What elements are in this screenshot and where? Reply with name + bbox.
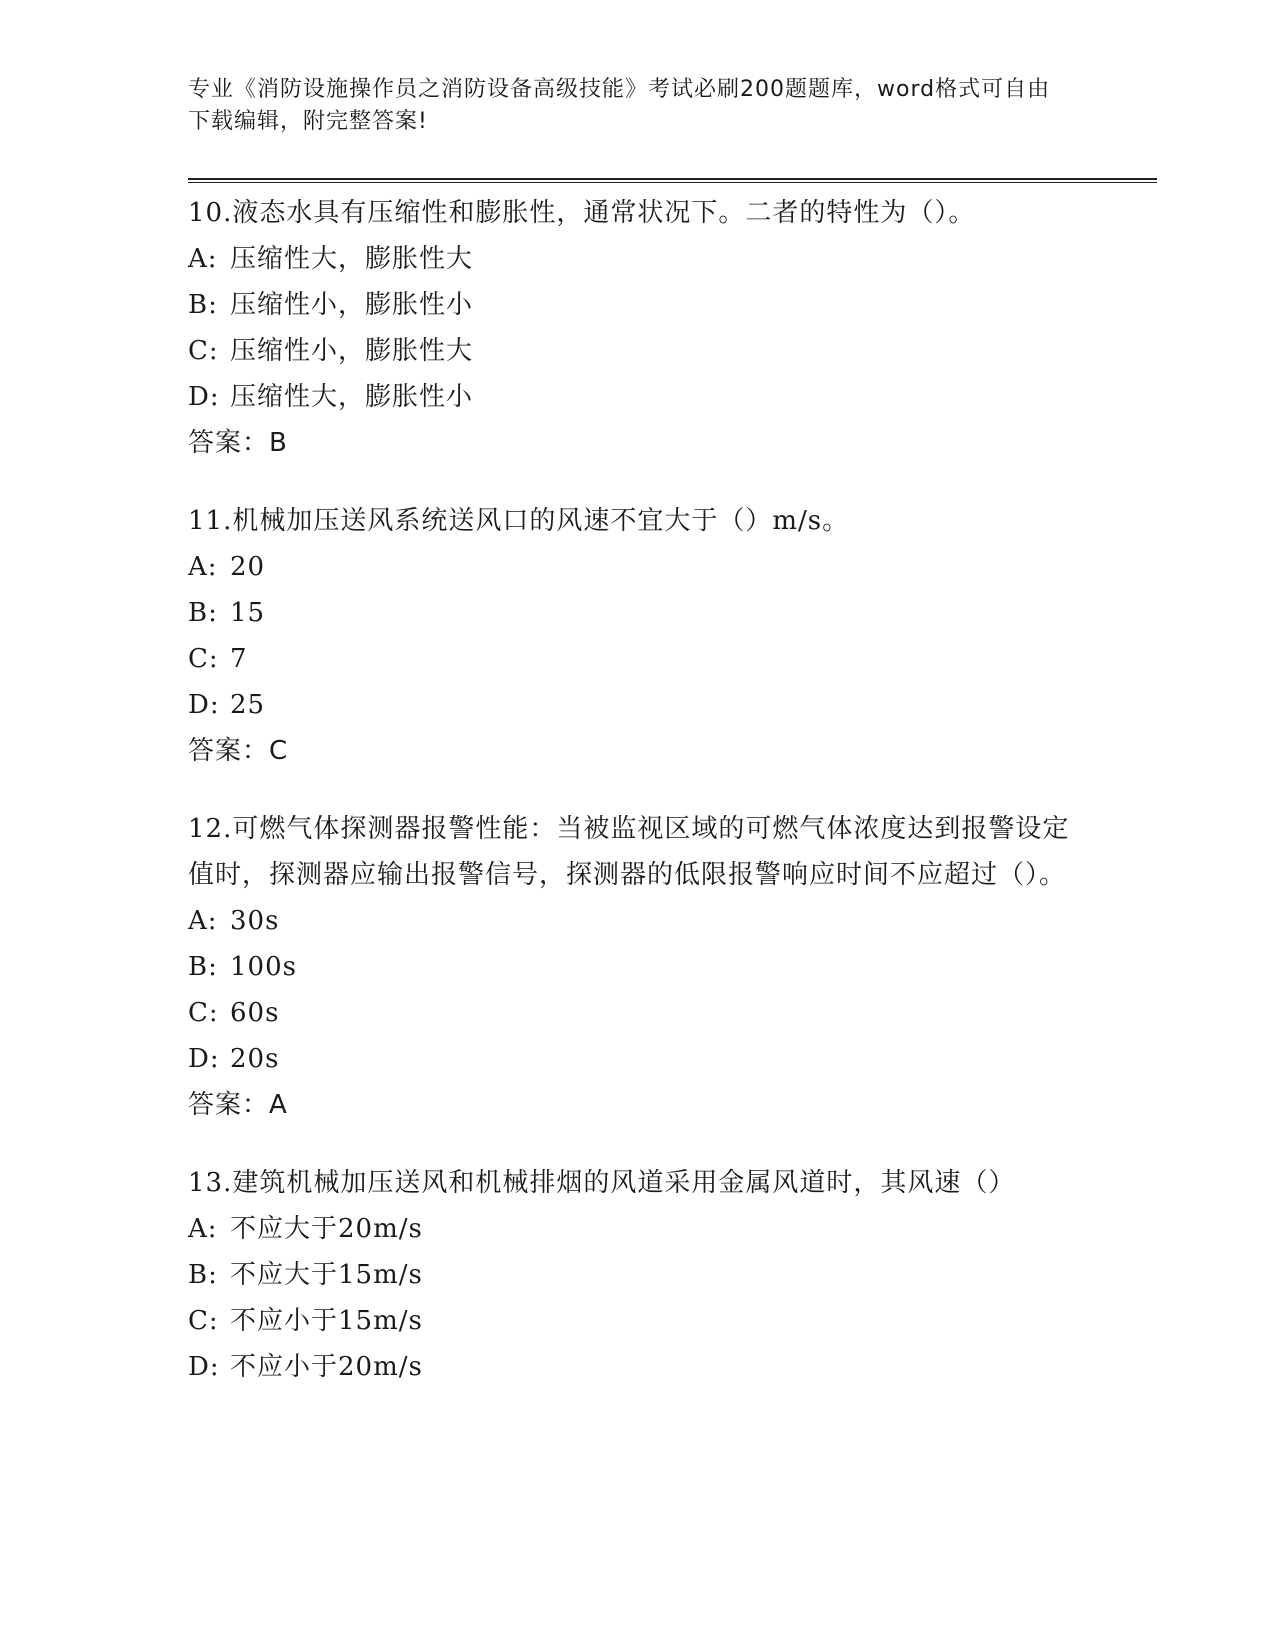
option-letter: C:	[188, 1306, 219, 1336]
option-text: 压缩性小，膨胀性大	[230, 336, 474, 366]
answer-line: 答案：A	[188, 1090, 288, 1120]
question-stem	[188, 190, 1088, 236]
option-d	[188, 1036, 1088, 1082]
question-number: 12.	[188, 814, 233, 844]
option-c	[188, 636, 1088, 682]
option-text: 20s	[230, 1044, 280, 1074]
option-letter: A:	[188, 1214, 218, 1244]
option-b	[188, 590, 1088, 636]
option-b	[188, 1252, 1088, 1298]
option-letter: D:	[188, 690, 220, 720]
header-divider	[188, 178, 1157, 183]
option-letter: C:	[188, 336, 219, 366]
option-text: 不应大于15m/s	[230, 1260, 423, 1290]
question-text: 机械加压送风系统送风口的风速不宜大于（）m/s。	[232, 506, 850, 536]
option-a	[188, 236, 1088, 282]
option-text: 7	[230, 644, 248, 674]
question-number: 11.	[188, 506, 233, 536]
option-text: 压缩性小，膨胀性小	[230, 290, 474, 320]
option-text: 不应大于20m/s	[230, 1214, 423, 1244]
question-number: 13.	[188, 1168, 233, 1198]
question-item	[188, 190, 1088, 466]
option-letter: C:	[188, 998, 219, 1028]
option-c	[188, 1298, 1088, 1344]
option-text: 30s	[230, 906, 280, 936]
option-letter: B:	[188, 952, 218, 982]
option-text: 不应小于20m/s	[230, 1352, 423, 1382]
option-c	[188, 328, 1088, 374]
answer-line: 答案：C	[188, 736, 289, 766]
question-text: 建筑机械加压送风和机械排烟的风道采用金属风道时，其风速（）	[232, 1168, 1016, 1198]
option-letter: A:	[188, 244, 218, 274]
option-text: 压缩性大，膨胀性大	[230, 244, 474, 274]
option-b	[188, 282, 1088, 328]
option-letter: B:	[188, 1260, 218, 1290]
option-text: 25	[230, 690, 266, 720]
question-list	[188, 190, 1088, 1422]
option-d	[188, 1344, 1088, 1390]
option-a	[188, 898, 1088, 944]
question-stem	[188, 498, 1088, 544]
option-letter: A:	[188, 906, 218, 936]
question-item	[188, 498, 1088, 774]
option-b	[188, 944, 1088, 990]
option-text: 100s	[230, 952, 297, 982]
option-letter: B:	[188, 290, 218, 320]
option-text: 60s	[230, 998, 280, 1028]
option-text: 15	[230, 598, 266, 628]
question-text: 液态水具有压缩性和膨胀性，通常状况下。二者的特性为（）。	[232, 198, 976, 228]
option-text: 20	[230, 552, 266, 582]
option-text: 不应小于15m/s	[230, 1306, 423, 1336]
option-a	[188, 544, 1088, 590]
option-d	[188, 374, 1088, 420]
question-stem	[188, 1160, 1088, 1206]
question-item	[188, 1160, 1088, 1390]
option-text: 压缩性大，膨胀性小	[230, 382, 474, 412]
question-text: 可燃气体探测器报警性能：当被监视区域的可燃气体浓度达到报警设定值时，探测器应输出报警信号，探测器的低限报警响应时间不应超过（）。	[188, 814, 1070, 890]
document-header: 专业《消防设施操作员之消防设备高级技能》考试必刷200题题库，word格式可自由下载编辑，附完整答案!	[188, 77, 1051, 134]
option-d	[188, 682, 1088, 728]
question-number: 10.	[188, 198, 233, 228]
option-letter: B:	[188, 598, 218, 628]
option-c	[188, 990, 1088, 1036]
option-a	[188, 1206, 1088, 1252]
question-stem	[188, 806, 1088, 898]
option-letter: D:	[188, 1044, 220, 1074]
option-letter: C:	[188, 644, 219, 674]
answer-line: 答案：B	[188, 428, 288, 458]
question-item	[188, 806, 1088, 1128]
option-letter: D:	[188, 1352, 220, 1382]
option-letter: A:	[188, 552, 218, 582]
option-letter: D:	[188, 382, 220, 412]
